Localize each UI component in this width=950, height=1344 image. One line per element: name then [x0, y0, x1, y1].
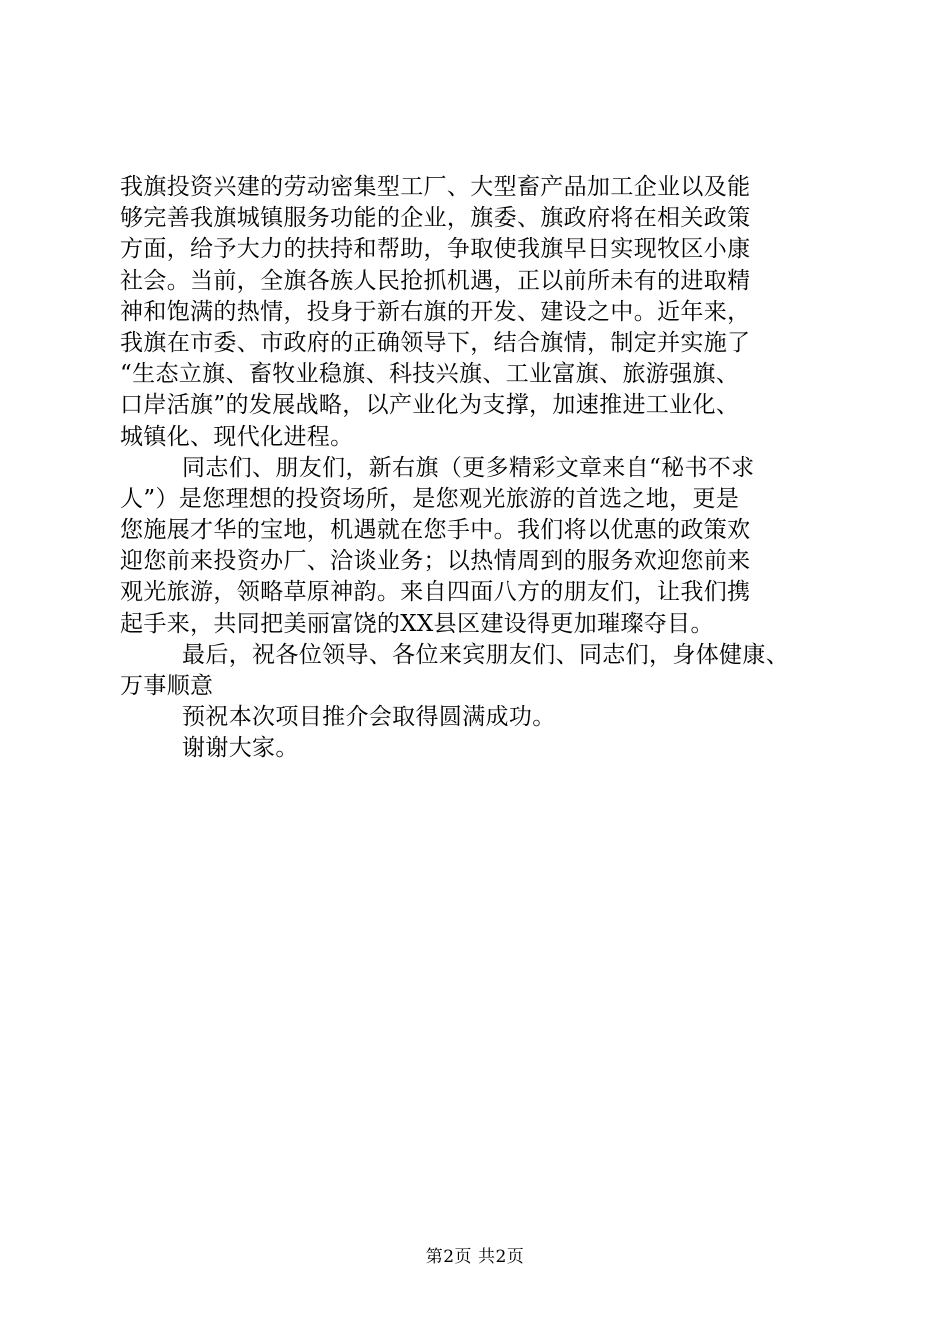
text-line: 城镇化、现代化进程。	[120, 423, 354, 450]
text-line: 观光旅游，领略草原神韵。来自四面八方的朋友们，让我们携	[120, 579, 751, 606]
text-line: 人”）是您理想的投资场所，是您观光旅游的首选之地，更是	[120, 485, 740, 512]
text-line: 口岸活旗”的发展战略，以产业化为支撑，加速推进工业化、	[120, 392, 740, 419]
text-line: 够完善我旗城镇服务功能的企业，旗委、旗政府将在相关政策	[120, 205, 751, 232]
document-body	[120, 172, 840, 765]
text-line: 方面，给予大力的扶持和帮助，争取使我旗早日实现牧区小康	[120, 236, 751, 263]
text-line: 谢谢大家。	[182, 735, 299, 762]
text-line: “生态立旗、畜牧业稳旗、科技兴旗、工业富旗、旅游强旗、	[120, 361, 740, 388]
text-line: 您施展才华的宝地，机遇就在您手中。我们将以优惠的政策欢	[120, 517, 751, 544]
text-line: 最后，祝各位领导、各位来宾朋友们、同志们，身体健康、	[182, 641, 790, 668]
text-line: 预祝本次项目推介会取得圆满成功。	[182, 704, 556, 731]
text-line: 起手来，共同把美丽富饶的XX县区建设得更加璀璨夺目。	[120, 610, 714, 637]
text-line: 迎您前来投资办厂、洽谈业务；以热情周到的服务欢迎您前来	[120, 548, 751, 575]
text-line: 神和饱满的热情，投身于新右旗的开发、建设之中。近年来，	[120, 298, 751, 325]
page-number-footer: 第2页 共2页	[425, 1247, 525, 1267]
text-line: 我旗投资兴建的劳动密集型工厂、大型畜产品加工企业以及能	[120, 174, 751, 200]
text-line: 社会。当前，全旗各族人民抢抓机遇，正以前所未有的进取精	[120, 267, 751, 294]
text-line: 我旗在市委、市政府的正确领导下，结合旗情，制定并实施了	[120, 329, 751, 356]
text-line: 万事顺意	[120, 673, 214, 699]
text-line: 同志们、朋友们，新右旗（更多精彩文章来自“秘书不求	[182, 454, 755, 481]
